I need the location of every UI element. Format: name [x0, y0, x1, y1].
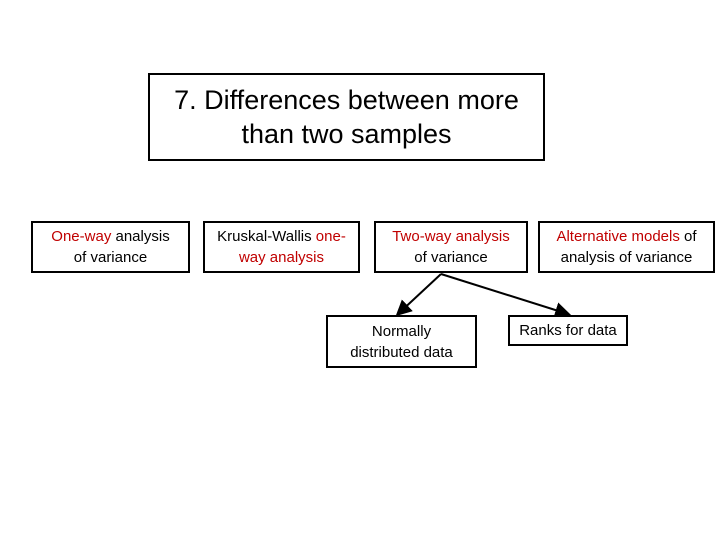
node-kruskal-text: Kruskal-Wallis: [217, 228, 316, 245]
node-kruskal-line2: way analysis: [238, 249, 325, 266]
node-alternative-text: of: [679, 228, 697, 245]
node-normally-distributed: [326, 315, 477, 368]
node-two-way-line2: of variance: [414, 249, 488, 266]
node-normally-line2: distributed data: [350, 343, 453, 361]
arrow-to-normally-distributed: [398, 274, 441, 314]
node-ranks-label: Ranks for data: [519, 322, 617, 339]
title-line-1: 7. Differences between more: [174, 85, 519, 115]
arrow-to-ranks: [441, 274, 568, 314]
title-line-2: than two samples: [241, 119, 452, 149]
node-one-way-text: analysis: [111, 228, 170, 245]
node-one-way-line2: of variance: [73, 249, 148, 266]
node-ranks-for-data: [508, 315, 628, 346]
node-two-way-line1: Two-way analysis: [392, 228, 510, 245]
node-alternative-red-text: Alternative models: [556, 228, 680, 245]
node-alternative-line2: analysis of variance: [560, 249, 693, 266]
node-kruskal-red-text: one-: [315, 228, 346, 245]
node-normally-line1: Normally: [371, 322, 432, 340]
node-one-way-red-text: One-way: [51, 228, 112, 245]
